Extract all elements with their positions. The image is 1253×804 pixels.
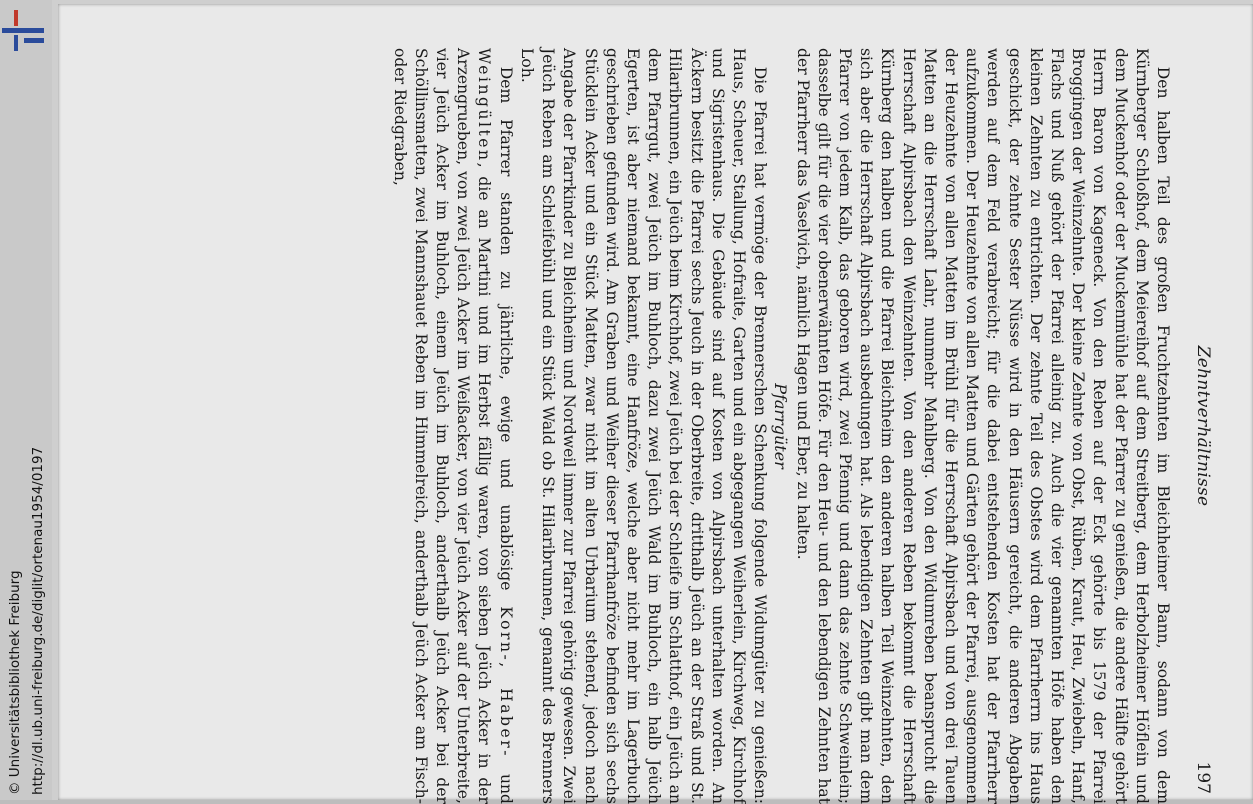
text-run: , die an Martini und im Herbst fällig waren, von sieben Jeüch Acker in der Arzengrueben, von zwei Jeüch Acker im Weißacker, von vier Jeüch Acker auf der Unterbreite, vier Jeüch Acker im Buhloch, einem Jeüch im Buhloch, anderthalb Jeüch Acker bei der Schöllinsmatten, zwei Mannshauet Reben im Himmelreich, anderthalb Jeüch Acker am Fisch- oder Riedgraben,: [390, 48, 494, 804]
page-body: [388, 48, 1173, 804]
rotated-page-content: [203, 48, 1213, 804]
spaced-term: Weingülten: [475, 48, 494, 163]
text-run: und: [496, 758, 515, 804]
page-number: 197: [1193, 761, 1213, 794]
text-run: Dem Pfarrer standen zu jährliche, ewige und unablösige: [496, 66, 515, 607]
paragraph-rents: [388, 48, 515, 804]
copyright-notice: © Universitätsbibliothek Freiburg: [7, 570, 23, 795]
running-head: Zehntverhältnisse: [1193, 345, 1213, 507]
page-viewer: [52, 0, 1253, 804]
page-header: [1185, 48, 1213, 804]
paragraph-tithe: Den halben Teil des großen Fruchtzehnten im Bleichheimer Bann, sodann von dem Kürnberger Schloßhof, dem Meiereihof auf dem Streitberg, dem Herbolzheimer Höflein und dem Muckenhof oder der Muckenmühle hat der Pfarrer zu genießen, die andere Hälfte gehört Herrn Baron von Kageneck. Von den Reben auf der Eck gehörte bis 1579 der Pfarrei Broggingen der Weinzehnte. Der kleine Zehnte von Obst, Rüben, Kraut, Heu, Zwiebeln, Hanf, Flachs und Nuß gehört der Pfarrei alleinig zu. Auch die vier genannten Höfe haben den kleinen Zehnten zu entrichten. Der zehnte Teil des Obstes wird dem Pfarrherrn ins Haus geschickt, der zehnte Sester Nüsse wird in den Häusern gereicht, die anderen Abgaben werden auf dem Feld verabreicht; für die dabei entstehenden Kosten hat der Pfarrherr aufzukommen. Der Heuzehnte von allen Matten und Gärten gehört der Pfarrei, ausgenommen der Heuzehnte von allen Matten im Brühl für die Herrschaft Alpirsbach und von drei Tauen Matten an die Herrschaft Lahr, nunmehr Mahlberg. Von den Widumreben beansprucht die Herrschaft Alpirsbach den Weinzehnten. Von den anderen Reben bekommt die Herrschaft Kürnberg den halben und die Pfarrei Bleichheim den anderen halben Teil Weinzehnten, den sich aber die Herrschaft Alpirsbach ausbedungen hat. Als lebendigen Zehnten gibt man dem Pfarrer von jedem Kalb, das geboren wird, zwei Pfennig und dann das zehnte Schweinlein; dasselbe gilt für die vier obenerwähnten Höfe. Für den Heu- und den lebendigen Zehnten hat der Pfarrherr das Vaselvich, nämlich Hagen und Eber, zu halten.: [793, 48, 1172, 804]
spaced-term: Korn-, Haber-: [496, 606, 515, 758]
paragraph-parish-goods: Die Pfarrei hat vermöge der Brennerschen Schenkung folgende Widumgüter zu genießen: Haus, Scheuer, Stallung, Hofraite, Garten und ein abgegangen Weiherlein, Kirchweg, Kirchhof und Sigristenhaus. Die Gebäude sind auf Kosten von Alpirsbach unterhalten worden. An Äckern besitzt die Pfarrei sechs Jeuch in der Oberbreite, dritthalb Jeüch an der Straß und St. Hilaribrunnen, ein Jeüch beim Kirchhof, zwei Jeüch bei der Schleife im Schlatthof, ein Jeüch an dem Pfarrgut, zwei Jeüch im Buhloch, dazu zwei Jeüch Wald im Buhloch, ein halb Jeüch Egerten, ist aber niemand bekannt, eine Hanfröze, welche aber nicht mehr im Lagerbuch geschrieben gefunden wird. Am Graben und Weiher dieser Pfarrhanfröze befinden sich sechs Stücklein Acker und ein Stück Matten, zwar nicht im alten Urbarium stehend, jedoch nach Angabe der Pfarrkinder zu Bleichheim und Nordweil immer zur Pfarrei gehörig gewesen. Zwei Jeüch Reben am Schleifebühl und ein Stück Wald ob St. Hilaribrunnen, genannt des Brenners Loh.: [517, 48, 770, 804]
library-logo-icon: [2, 8, 44, 52]
source-url-link[interactable]: http://dl.ub.uni-freiburg.de/diglit/ortenau1954/0197: [30, 446, 46, 795]
scanned-page: [58, 4, 1253, 804]
viewer-sidebar: [0, 0, 52, 800]
section-title: Pfarrgüter: [771, 383, 791, 469]
